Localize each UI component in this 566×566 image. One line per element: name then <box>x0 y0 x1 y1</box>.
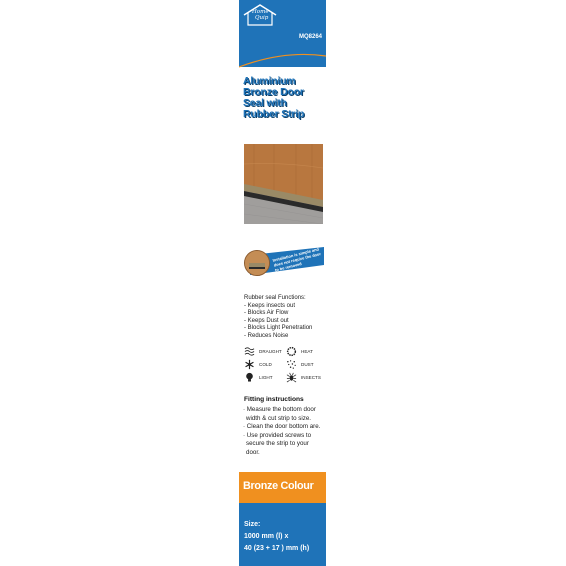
feature-label: DUST <box>301 362 314 367</box>
snowflake-icon <box>244 359 255 370</box>
feature-light <box>244 372 273 383</box>
sku-code: MQ8264 <box>298 34 322 40</box>
callout-thumbnail <box>244 250 270 276</box>
feature-draught <box>244 346 282 357</box>
feature-dust <box>286 359 314 370</box>
feature-label: COLD <box>259 362 272 367</box>
title-line: Rubber Strip <box>243 108 305 120</box>
list-item: · Measure the bottom door <box>243 406 316 413</box>
fitting-title: Fitting instructions <box>244 396 304 403</box>
header-curve <box>239 48 326 76</box>
size-label: Size: <box>244 521 261 528</box>
feature-label: DRAUGHT <box>259 349 282 354</box>
brand-logo-text <box>252 9 269 21</box>
list-item: · Use provided screws to <box>243 431 312 439</box>
size-line: 40 (23 + 17 ) mm (h) <box>244 545 310 552</box>
product-title <box>243 76 326 120</box>
list-item: · Clean the door bottom are. <box>243 423 321 431</box>
title-line: Aluminium <box>243 75 296 87</box>
callout-text: Installation is simple and does not require the door to be removed <box>272 246 322 273</box>
list-item: - Keeps Dust out <box>244 317 289 324</box>
feature-label: LIGHT <box>259 375 273 380</box>
list-item: width & cut strip to size. <box>246 414 311 422</box>
feature-insects <box>286 372 321 383</box>
size-line: 1000 mm (l) x <box>244 533 289 540</box>
brand-line2: Quip <box>255 15 269 21</box>
list-item: - Keeps insects out <box>244 302 296 309</box>
functions-list <box>244 295 326 341</box>
list-item: secure the strip to your <box>246 440 309 448</box>
bulb-icon <box>244 372 255 383</box>
product-photo <box>244 144 323 224</box>
brand-line1: Home <box>252 9 269 15</box>
colour-label: Bronze Colour <box>243 480 314 492</box>
feature-label: HEAT <box>301 349 313 354</box>
list-item: - Blocks Light Penetration <box>244 325 313 332</box>
feature-label: INSECTS <box>301 375 321 380</box>
heat-icon <box>286 346 297 357</box>
title-line: Bronze Door <box>243 86 304 98</box>
functions-heading: Rubber seal Functions: <box>244 295 306 301</box>
feature-cold <box>244 359 272 370</box>
size-info <box>244 519 309 555</box>
fitting-list <box>243 406 326 458</box>
list-item: - Reduces Noise <box>244 332 289 339</box>
feature-heat <box>286 346 313 357</box>
insect-icon <box>286 372 297 383</box>
list-item: door. <box>246 448 260 456</box>
product-packaging <box>239 0 326 566</box>
title-line: Seal with <box>243 97 287 109</box>
list-item: - Blocks Air Flow <box>244 310 289 317</box>
draught-icon <box>244 346 255 357</box>
dust-icon <box>286 359 297 370</box>
